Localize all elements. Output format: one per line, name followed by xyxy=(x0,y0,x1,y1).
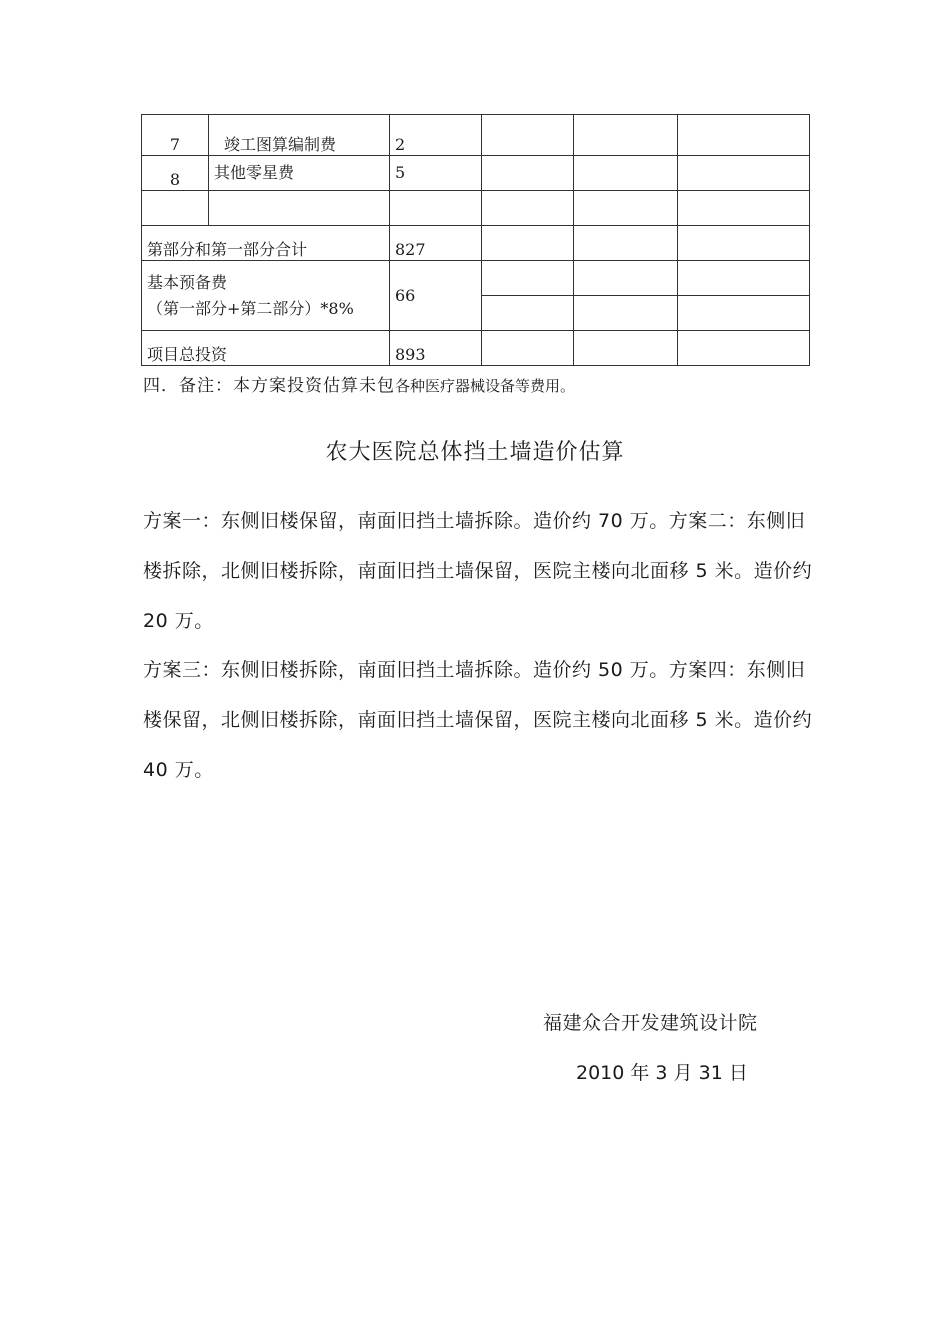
row-number: 8 xyxy=(142,156,209,191)
empty-cell xyxy=(482,296,574,331)
scheme-paragraph-2: 方案三：东侧旧楼拆除，南面旧挡土墙拆除。造价约 50 万。方案四：东侧旧楼保留，北侧旧楼拆除，南面旧挡土墙保留，医院主楼向北面移 5 米。造价约 40 万。 xyxy=(143,659,813,781)
subtotal-amount: 827 xyxy=(390,226,482,261)
empty-cell xyxy=(678,115,810,156)
empty-cell xyxy=(678,226,810,261)
table-row xyxy=(142,261,810,296)
cost-estimate-table xyxy=(141,114,810,366)
empty-cell xyxy=(574,115,678,156)
reserve-label-line1: 基本预备费 xyxy=(147,272,228,292)
remark-tail: 各种医疗器械设备等费用。 xyxy=(395,377,576,395)
empty-cell xyxy=(678,191,810,226)
empty-cell xyxy=(209,191,390,226)
empty-cell xyxy=(142,191,209,226)
subtotal-label: 第部分和第一部分合计 xyxy=(142,226,390,261)
total-amount: 893 xyxy=(390,331,482,366)
empty-cell xyxy=(482,331,574,366)
document-title: 农大医院总体挡土墙造价估算 xyxy=(325,440,625,465)
empty-cell xyxy=(574,156,678,191)
reserve-label xyxy=(142,261,390,331)
table-row xyxy=(142,115,810,156)
total-label: 项目总投资 xyxy=(142,331,390,366)
item-name: 竣工图算编制费 xyxy=(209,115,390,156)
remark-main: 四．备注：本方案投资估算未包 xyxy=(143,376,395,396)
signature-organization: 福建众合开发建筑设计院 xyxy=(543,1012,758,1034)
empty-cell xyxy=(574,331,678,366)
table-row xyxy=(142,331,810,366)
reserve-amount: 66 xyxy=(390,261,482,331)
table-row xyxy=(142,226,810,261)
table-row xyxy=(142,156,810,191)
empty-cell xyxy=(482,226,574,261)
empty-cell xyxy=(390,191,482,226)
item-amount: 2 xyxy=(390,115,482,156)
row-number: 7 xyxy=(142,115,209,156)
empty-cell xyxy=(678,261,810,296)
remark-line xyxy=(143,371,575,396)
signature-date: 2010 年 3 月 31 日 xyxy=(576,1062,748,1084)
table-row xyxy=(142,191,810,226)
empty-cell xyxy=(482,191,574,226)
empty-cell xyxy=(482,261,574,296)
item-amount: 5 xyxy=(390,156,482,191)
empty-cell xyxy=(482,156,574,191)
empty-cell xyxy=(574,296,678,331)
scheme-paragraph-1: 方案一：东侧旧楼保留，南面旧挡土墙拆除。造价约 70 万。方案二：东侧旧楼拆除，北侧旧楼拆除，南面旧挡土墙保留，医院主楼向北面移 5 米。造价约 20 万。 xyxy=(143,510,813,632)
item-name: 其他零星费 xyxy=(209,156,390,191)
empty-cell xyxy=(574,261,678,296)
empty-cell xyxy=(678,296,810,331)
empty-cell xyxy=(482,115,574,156)
empty-cell xyxy=(574,191,678,226)
reserve-label-line2: （第一部分+第二部分）*8% xyxy=(147,298,354,318)
empty-cell xyxy=(678,331,810,366)
empty-cell xyxy=(678,156,810,191)
empty-cell xyxy=(574,226,678,261)
